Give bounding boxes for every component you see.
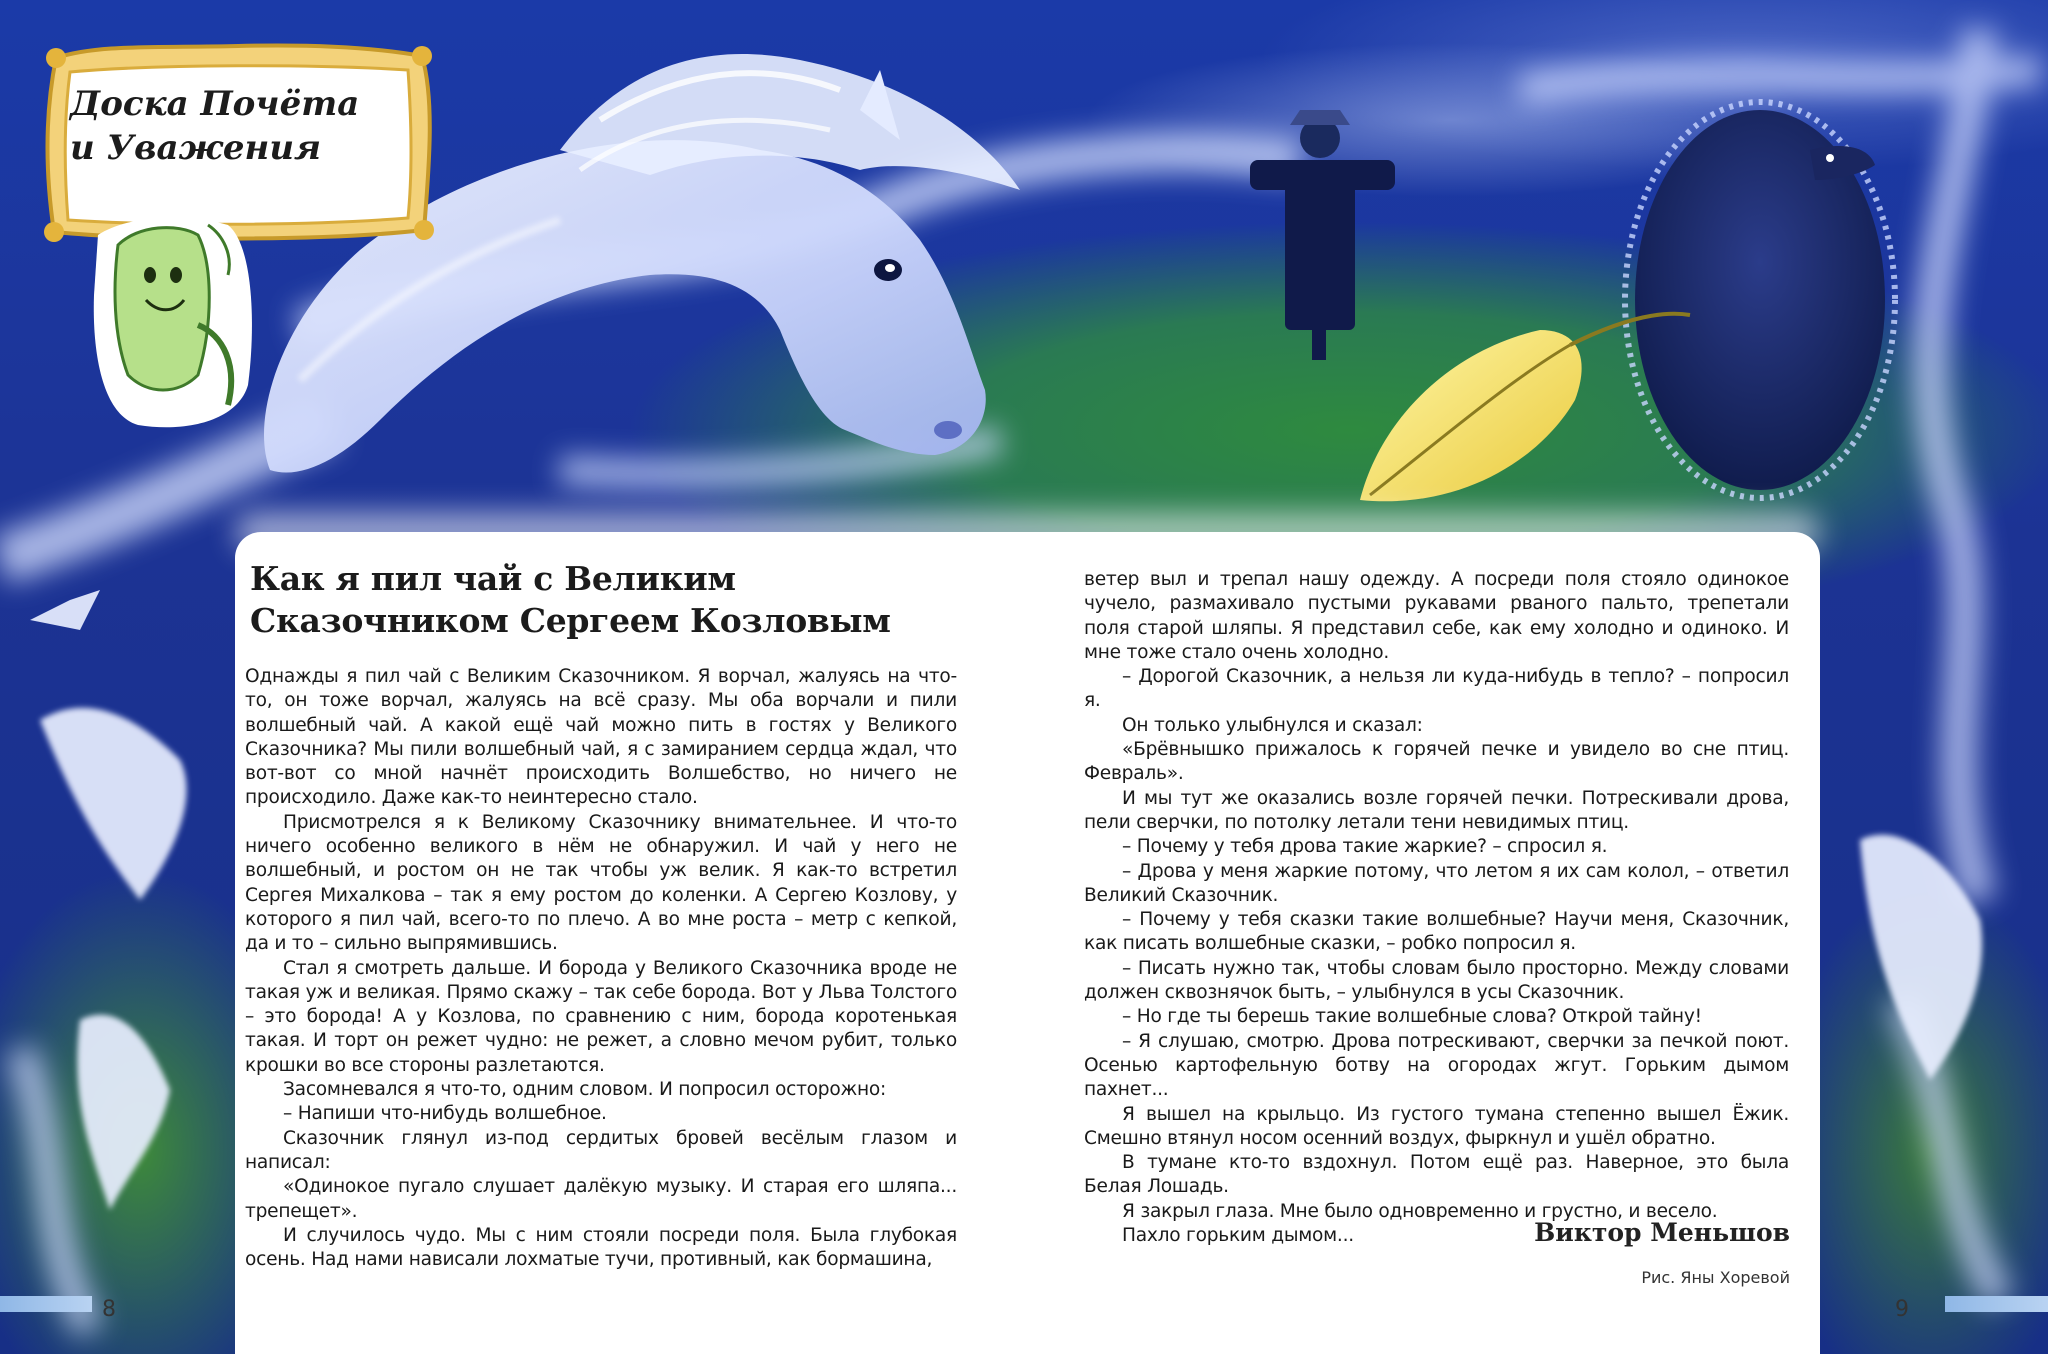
page-number-left: 8 — [102, 1297, 116, 1322]
paragraph: И случилось чудо. Мы с ним стояли посреди поля. Была глубокая осень. Над нами нависали лохматые тучи, противный, как бормашина, — [245, 1224, 957, 1271]
paragraph: Однажды я пил чай с Великим Сказочником. Я ворчал, жалуясь на что-то, он тоже ворчал, жалуясь на всё сразу. Мы оба ворчали и пили волшебный чай. А какой ещё чай можно пить в гостях у Великого Сказочника? Мы пили волшебный чай, я с замиранием сердца ждал, что вот-вот со мной начнёт происходить Волшебство, но ничего не происходило. Даже как-то неинтересно стало. — [245, 666, 957, 809]
rubric-title — [70, 82, 390, 170]
paragraph: Стал я смотреть дальше. И борода у Великого Сказочника вроде не такая уж и великая. Прямо скажу – так себе борода. Вот у Льва Толстого – это борода! А у Козлова, по сравнению с ним, борода коротенькая такая. И торт он режет чудно: не режет, а словно мечом рубит, только крошки во все стороны разлетаются. — [245, 957, 957, 1076]
paragraph: – Дрова у меня жаркие потому, что летом я их сам колол, – ответил Великий Сказочник. — [1084, 860, 1789, 906]
paragraph: «Одинокое пугало слушает далёкую музыку. И старая его шляпа... трепещет». — [245, 1176, 957, 1222]
left-text-column — [245, 665, 957, 1272]
illustration-credit: Рис. Яны Хоревой — [1641, 1268, 1790, 1287]
paragraph: – Писать нужно так, чтобы словам было просторно. Между словами должен сквознячок быть, – улыбнулся в усы Сказочник. — [1084, 957, 1789, 1004]
paragraph: Засомневался я что-то, одним словом. И попросил осторожно: — [283, 1079, 887, 1101]
paragraph: И мы тут же оказались возле горячей печки. Потрескивали дрова, пели сверчки, по потолку летали тени невидимых птиц. — [1084, 787, 1789, 833]
paragraph: Пахло горьким дымом... — [1122, 1225, 1354, 1247]
page-number-right: 9 — [1895, 1297, 1909, 1322]
cucumber-mascot — [88, 205, 258, 435]
paragraph: ветер выл и трепал нашу одежду. А посреди поля стояло одинокое чучело, размахивало пустыми рукавами рваного пальто, трепетали поля старой шляпы. Я представил себе, как ему холодно и одиноко. И мне тоже стало очень холодно. — [1084, 569, 1789, 663]
page-bar-right — [1945, 1296, 2048, 1312]
right-text-column — [1084, 568, 1789, 1248]
page-bar-left — [0, 1296, 92, 1312]
paragraph: Я закрыл глаза. Мне было одновременно и грустно, и весело. — [1122, 1200, 1718, 1222]
paragraph: – Напиши что-нибудь волшебное. — [283, 1103, 607, 1125]
paragraph: – Почему у тебя дрова такие жаркие? – спросил я. — [1122, 836, 1608, 858]
rubric-title-line2: и Уважения — [70, 128, 322, 168]
paragraph: Сказочник глянул из-под сердитых бровей весёлым глазом и написал: — [245, 1127, 957, 1173]
paragraph: – Почему у тебя сказки такие волшебные? Научи меня, Сказочник, как писать волшебные сказки, – робко попросил я. — [1084, 909, 1789, 955]
paragraph: Присмотрелся я к Великому Сказочнику внимательнее. И что-то ничего особенно великого в нём не обнаружил. И чай у него не волшебный, и ростом он не так чтобы уж велик. Я как-то встретил Сергея Михалкова – так я ему ростом до коленки. А Сергею Козлову, у которого я пил чай, всего-то по плечо. А во мне роста – метр с кепкой, да и то – сильно выпрямившись. — [245, 811, 957, 955]
article-title: Как я пил чай с Великим Сказочником Сергеем Козловым — [250, 559, 891, 640]
paragraph: «Брёвнышко прижалось к горячей печке и увидело во сне птиц. Февраль». — [1084, 739, 1789, 785]
paragraph: – Дорогой Сказочник, а нельзя ли куда-нибудь в тепло? – попросил я. — [1084, 666, 1789, 712]
hedgehog — [1625, 102, 1895, 498]
paragraph: – Но где ты берешь такие волшебные слова? Открой тайну! — [1122, 1006, 1702, 1028]
paragraph: Я вышел на крыльцо. Из густого тумана степенно вышел Ёжик. Смешно втянул носом осенний воздух, фыркнул и ушёл обратно. — [1084, 1103, 1789, 1149]
paragraph: Он только улыбнулся и сказал: — [1122, 714, 1423, 736]
rubric-title-line1: Доска Почёта — [70, 84, 360, 124]
paragraph: В тумане кто-то вздохнул. Потом ещё раз. Наверное, это была Белая Лошадь. — [1084, 1152, 1789, 1198]
paragraph: – Я слушаю, смотрю. Дрова потрескивают, сверчки за печкой поют. Осенью картофельную ботву на огородах жгут. Горьким дымом пахнет... — [1084, 1030, 1789, 1101]
author-name: Виктор Меньшов — [1534, 1218, 1790, 1247]
